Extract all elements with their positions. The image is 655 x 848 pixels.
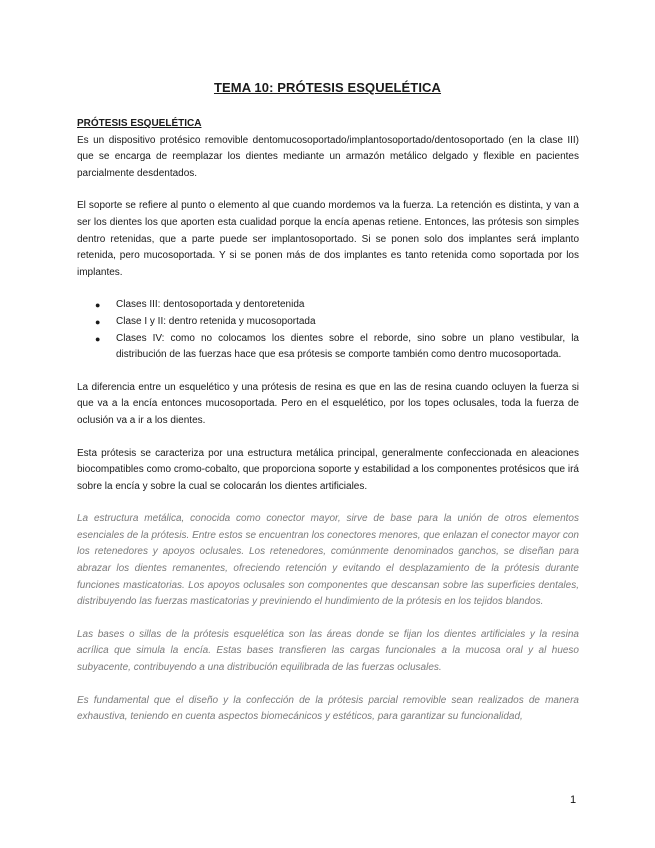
bullet-icon: ● — [95, 300, 101, 311]
bullet-list — [77, 297, 579, 363]
italic-paragraph: Es fundamental que el diseño y la confección de la prótesis parcial removible sean realizados de manera exhaustiva, teniendo en cuenta aspectos biomecánicos y estéticos, para garantizar su funcionalidad, — [77, 694, 579, 723]
page-title: TEMA 10: PRÓTESIS ESQUELÉTICA — [213, 80, 442, 95]
italic-section — [77, 511, 579, 726]
bullet-icon: ● — [95, 333, 101, 344]
list-item-text: Clase I y II: dentro retenida y mucosoportada — [116, 315, 316, 327]
paragraph: Esta prótesis se caracteriza por una estructura metálica principal, generalmente confeccionada en aleaciones biocompatibles como cromo-cobalto, que proporciona soporte y estabilidad a los componentes protésicos que irá sobre la encía y sobre la cual se colocarán los dientes artificiales. — [77, 447, 579, 492]
section-heading: PRÓTESIS ESQUELÉTICA — [77, 118, 202, 129]
paragraph: Es un dispositivo protésico removible dentomucosoportado/implantosoportado/dentosoportado (en la clase III) que se encarga de reemplazar los dientes mediante un armazón metálico delgado y flexible en pacientes parcialmente desdentados. — [77, 134, 579, 179]
paragraph: El soporte se refiere al punto o elemento al que cuando mordemos va la fuerza. La retención es distinta, y van a ser los dientes los que aporten esta cualidad porque la encía apenas retiene. Entonces, las prótesis son simples dentro retenidas, que a parte puede ser implantosoportado. Si se ponen solo dos implantes será implanto retenida, pero mucosoportada. Y si se ponen más de dos implantes es tanto retenida como soportada por los implantes. — [77, 200, 579, 278]
list-item-text: Clases IV: como no colocamos los dientes sobre el reborde, sino sobre un plano vestibular, la distribución de las fuerzas hace que esa prótesis se comporte también como dentro mucosoportada. — [116, 332, 579, 361]
paragraph: La diferencia entre un esquelético y una prótesis de resina es que en las de resina cuando ocluyen la fuerza si que va a la encía entonces mucosoportada. Pero en el esquelético, por los topes oclusales, toda la fuerza de oclusión va a ir a los dientes. — [77, 381, 579, 426]
bullet-icon: ● — [95, 316, 101, 327]
list-item — [77, 297, 579, 314]
italic-paragraph: Las bases o sillas de la prótesis esquelética son las áreas donde se fijan los dientes artificiales y la resina acrílica que simula la encía. Estas bases transfieren las cargas funcionales a la mucosa oral y al hueso subyacente, contribuyendo a una distribución equilibrada de las fuerzas oclusales. — [77, 628, 579, 674]
list-item-text: Clases III: dentosoportada y dentoretenida — [116, 299, 305, 311]
document-body — [77, 116, 579, 726]
list-item — [77, 331, 579, 364]
list-item — [77, 314, 579, 331]
page-number: 1 — [570, 794, 577, 806]
italic-paragraph: La estructura metálica, conocida como conector mayor, sirve de base para la unión de otros elementos esenciales de la prótesis. Entre estos se encuentran los conectores menores, que enlazan el conector mayor con los retenedores y apoyos oclusales. Los retenedores, comúnmente denominados ganchos, se diseñan para abrazar los dientes remanentes, ofreciendo retención y evitando el desplazamiento de la prótesis durante funciones masticatorias. Los apoyos oclusales son componentes que descansan sobre las superficies dentales, distribuyendo las fuerzas masticatorias y previniendo el hundimiento de la prótesis en los tejidos blandos. — [77, 513, 579, 608]
